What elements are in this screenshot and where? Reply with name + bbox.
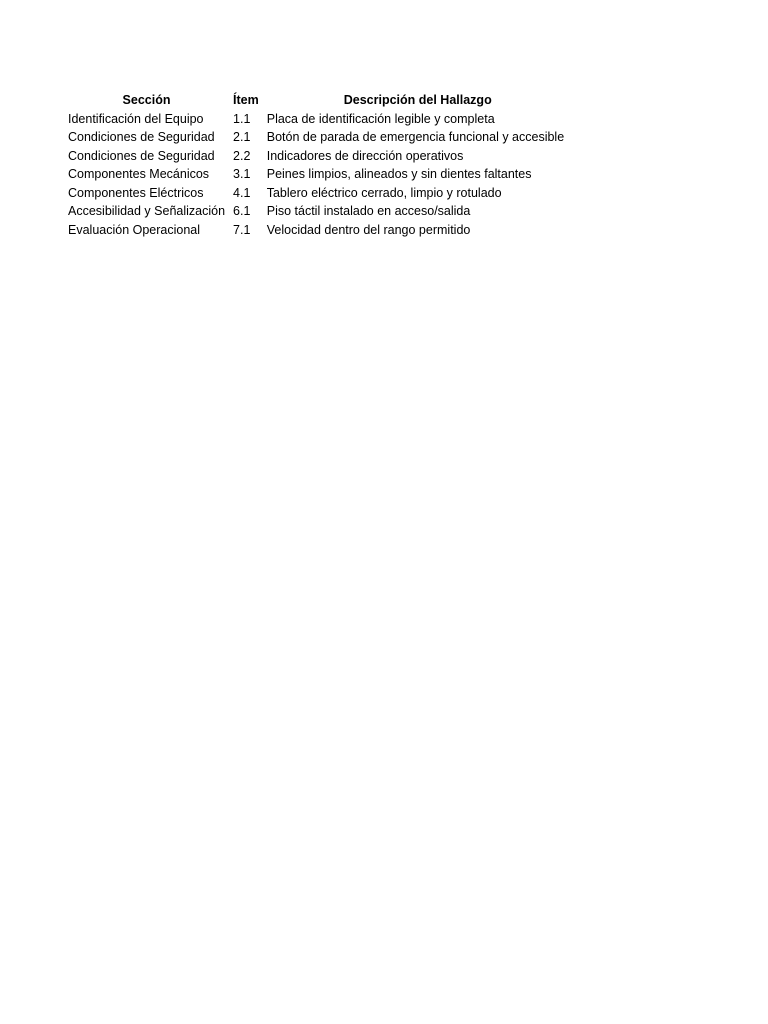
table-row bbox=[64, 128, 573, 147]
table-row bbox=[64, 221, 573, 240]
header-row bbox=[64, 91, 573, 110]
table-row bbox=[64, 184, 573, 203]
cell-descripcion[interactable]: Tablero eléctrico cerrado, limpio y rotulado bbox=[266, 185, 502, 200]
header-seccion: Sección bbox=[122, 93, 171, 107]
cell-item[interactable]: 2.1 bbox=[233, 130, 251, 144]
cell-seccion[interactable]: Accesibilidad y Señalización bbox=[68, 204, 226, 218]
spreadsheet-area bbox=[64, 91, 573, 239]
cell-seccion[interactable]: Condiciones de Seguridad bbox=[68, 148, 215, 163]
cell-descripcion[interactable]: Botón de parada de emergencia funcional y accesible bbox=[266, 130, 565, 144]
table-row bbox=[64, 147, 573, 166]
cell-item[interactable]: 1.1 bbox=[233, 111, 251, 126]
cell-descripcion[interactable]: Placa de identificación legible y completa bbox=[266, 111, 495, 126]
cell-seccion[interactable]: Evaluación Operacional bbox=[68, 222, 201, 237]
header-descripcion: Descripción del Hallazgo bbox=[343, 93, 492, 107]
cell-item[interactable]: 2.2 bbox=[233, 148, 251, 163]
cell-seccion[interactable]: Componentes Mecánicos bbox=[68, 167, 210, 181]
cell-descripcion[interactable]: Velocidad dentro del rango permitido bbox=[266, 222, 471, 237]
cell-item[interactable]: 6.1 bbox=[233, 204, 251, 218]
table-row bbox=[64, 202, 573, 221]
cell-descripcion[interactable]: Piso táctil instalado en acceso/salida bbox=[266, 204, 471, 218]
cell-seccion[interactable]: Componentes Eléctricos bbox=[68, 185, 204, 200]
findings-table bbox=[64, 91, 573, 239]
cell-item[interactable]: 3.1 bbox=[233, 167, 251, 181]
cell-seccion[interactable]: Condiciones de Seguridad bbox=[68, 130, 215, 144]
table-row bbox=[64, 165, 573, 184]
cell-item[interactable]: 4.1 bbox=[233, 185, 251, 200]
cell-seccion[interactable]: Identificación del Equipo bbox=[68, 111, 204, 126]
table-row bbox=[64, 110, 573, 129]
cell-descripcion[interactable]: Indicadores de dirección operativos bbox=[266, 148, 464, 163]
header-item: Ítem bbox=[233, 93, 259, 107]
cell-descripcion[interactable]: Peines limpios, alineados y sin dientes faltantes bbox=[266, 167, 532, 181]
cell-item[interactable]: 7.1 bbox=[233, 222, 251, 237]
